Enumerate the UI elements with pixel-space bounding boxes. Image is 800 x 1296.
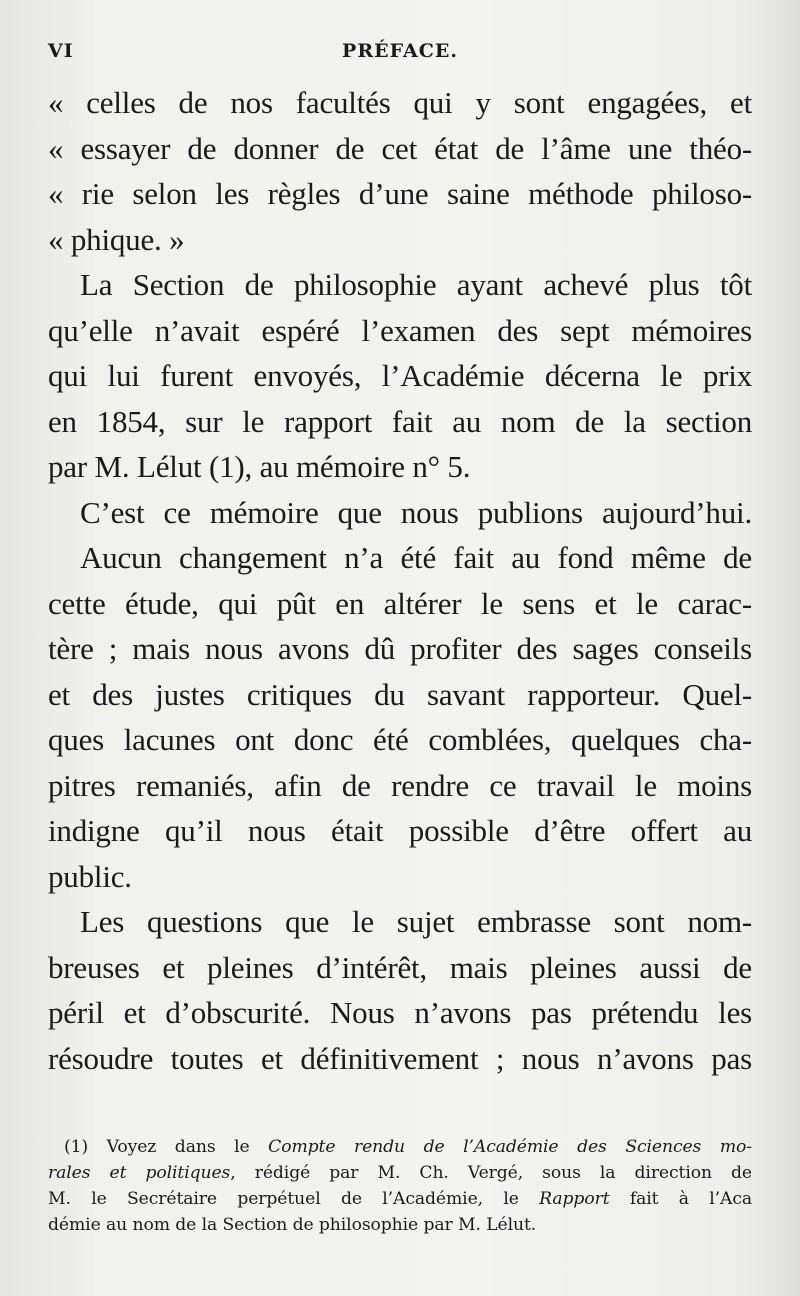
body-line: « rie selon les règles d’une saine méthode philoso- [48, 176, 752, 211]
page-number: VI [48, 40, 74, 62]
footnote-italic-title: Rapport [539, 1189, 610, 1209]
footnote-text: M. le Secrétaire perpétuel de l’Académie, le [48, 1189, 540, 1209]
footnote-line [48, 1134, 752, 1160]
footnote [48, 1134, 752, 1238]
paragraph-start-line: Les questions que le sujet embrasse sont nom- [80, 904, 752, 939]
footnote-text: fait à l’Aca [609, 1189, 752, 1209]
paragraph-start-line: C’est ce mémoire que nous publions aujourd’hui. [80, 494, 752, 530]
body-text [48, 80, 752, 1081]
body-line: indigne qu’il nous était possible d’être offert au [48, 813, 752, 848]
footnote-italic-title: Compte rendu de l’Académie des Sciences mo- [268, 1137, 753, 1157]
body-line: résoudre toutes et définitivement ; nous n’avons pas [48, 1040, 752, 1076]
footnote-line: démie au nom de la Section de philosophie par M. Lélut. [48, 1215, 537, 1235]
body-line: qu’elle n’avait espéré l’examen des sept mémoires [48, 312, 752, 348]
footnote-text: , rédigé par M. Ch. Vergé, sous la direction de [230, 1163, 752, 1183]
body-line: par M. Lélut (1), au mémoire n° 5. [48, 449, 471, 484]
body-line: et des justes critiques du savant rapporteur. Quel- [48, 676, 752, 712]
body-line: « essayer de donner de cet état de l’âme une théo- [48, 130, 752, 166]
body-line: cette étude, qui pût en altérer le sens et le carac- [48, 585, 752, 621]
body-line: péril et d’obscurité. Nous n’avons pas prétendu les [48, 995, 752, 1030]
page-header [48, 40, 752, 70]
paragraph-start-line: Aucun changement n’a été fait au fond même de [80, 540, 752, 575]
body-line: « celles de nos facultés qui y sont engagées, et [48, 85, 752, 120]
body-line: pitres remaniés, afin de rendre ce travail le moins [48, 767, 752, 803]
body-line: qui lui furent envoyés, l’Académie décerna le prix [48, 358, 752, 393]
body-line: ques lacunes ont donc été comblées, quelques cha- [48, 722, 752, 757]
body-line: tère ; mais nous avons dû profiter des sages conseils [48, 631, 752, 666]
body-line: en 1854, sur le rapport fait au nom de la section [48, 403, 752, 439]
footnote-line [48, 1160, 752, 1186]
running-title: PRÉFACE. [342, 40, 458, 62]
paragraph-start-line: La Section de philosophie ayant achevé plus tôt [80, 267, 752, 302]
footnote-italic-title: rales et politiques [48, 1163, 231, 1183]
footnote-line [48, 1186, 752, 1212]
footnote-text: (1) Voyez dans le [64, 1137, 269, 1157]
body-line: « phique. » [48, 221, 185, 257]
body-line: breuses et pleines d’intérêt, mais pleines aussi de [48, 949, 752, 985]
body-line: public. [48, 858, 132, 894]
